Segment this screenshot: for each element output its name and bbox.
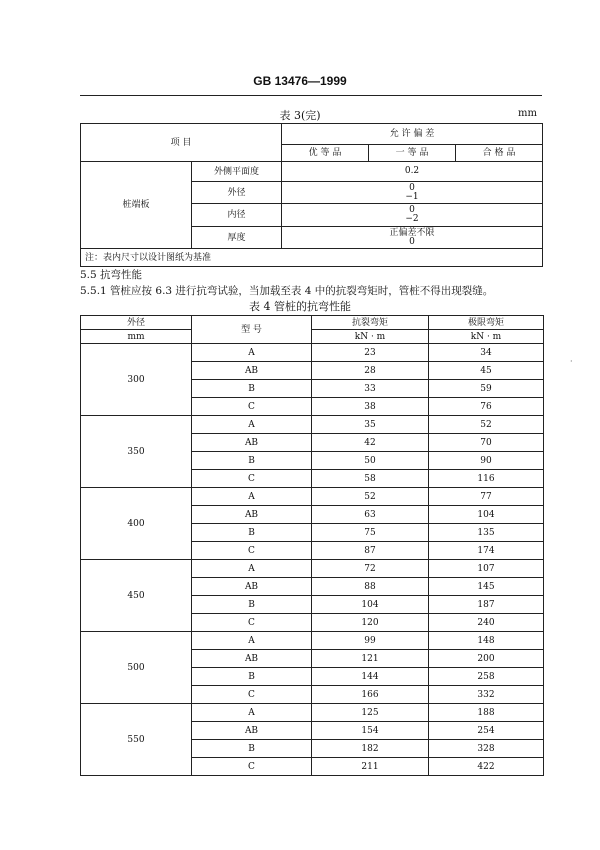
table3-tolerances [80,123,543,267]
diameter-cell: 550 [81,704,192,776]
table3-value-line: −2 [405,214,419,224]
ultimate-moment-cell: 116 [429,470,544,488]
ultimate-moment-cell: 76 [429,398,544,416]
table3-value-line: 0 [409,205,415,215]
type-cell: AB [192,434,312,452]
type-cell: A [192,344,312,362]
crack-moment-cell: 58 [312,470,429,488]
type-cell: B [192,452,312,470]
type-cell: AB [192,722,312,740]
crack-moment-cell: 63 [312,506,429,524]
table3-value-line: 正偏差不限 [389,227,435,238]
crack-moment-cell: 88 [312,578,429,596]
table4-crack-header: 抗裂弯矩 [312,316,429,330]
crack-moment-cell: 125 [312,704,429,722]
type-cell: AB [192,578,312,596]
crack-moment-cell: 38 [312,398,429,416]
table3-tolerance-header: 允 许 偏 差 [282,124,543,145]
crack-moment-cell: 166 [312,686,429,704]
ultimate-moment-cell: 148 [429,632,544,650]
type-cell: B [192,668,312,686]
crack-moment-cell: 182 [312,740,429,758]
crack-moment-cell: 28 [312,362,429,380]
ultimate-moment-cell: 422 [429,758,544,776]
table4-diameter-header: 外径 [81,316,192,330]
table4-crack-unit: kN · m [312,330,429,344]
diameter-cell: 500 [81,632,192,704]
crack-moment-cell: 23 [312,344,429,362]
table3-value-line: −1 [405,191,419,202]
section-heading: 5.5 抗弯性能 [80,269,143,281]
ultimate-moment-cell: 145 [429,578,544,596]
ultimate-moment-cell: 258 [429,668,544,686]
type-cell: AB [192,650,312,668]
crack-moment-cell: 87 [312,542,429,560]
ultimate-moment-cell: 45 [429,362,544,380]
type-cell: A [192,632,312,650]
table3-row-label: 外侧平面度 [192,162,282,182]
type-cell: A [192,560,312,578]
ultimate-moment-cell: 332 [429,686,544,704]
crack-moment-cell: 33 [312,380,429,398]
table3-unit: mm [518,108,537,119]
table-row [81,632,544,650]
diameter-cell: 400 [81,488,192,560]
header-rule [80,95,542,96]
standard-code-header: GB 13476—1999 [253,74,347,88]
table3-title: 表 3(完) [279,109,321,122]
type-cell: C [192,470,312,488]
table4-diameter-unit: mm [81,330,192,344]
ultimate-moment-cell: 328 [429,740,544,758]
ultimate-moment-cell: 254 [429,722,544,740]
diameter-cell: 350 [81,416,192,488]
crack-moment-cell: 99 [312,632,429,650]
ultimate-moment-cell: 90 [429,452,544,470]
diameter-cell: 300 [81,344,192,416]
ultimate-moment-cell: 77 [429,488,544,506]
table4-bending-performance [80,315,544,776]
type-cell: A [192,488,312,506]
table3-row-label: 厚度 [192,227,282,249]
table3-value-line: 0 [409,236,415,247]
crack-moment-cell: 120 [312,614,429,632]
crack-moment-cell: 72 [312,560,429,578]
ultimate-moment-cell: 200 [429,650,544,668]
ultimate-moment-cell: 187 [429,596,544,614]
table-row [81,488,544,506]
table3-row-label: 内径 [192,204,282,227]
crack-moment-cell: 50 [312,452,429,470]
type-cell: B [192,740,312,758]
diameter-cell: 450 [81,560,192,632]
table-row [81,416,544,434]
type-cell: A [192,416,312,434]
table3-grade-header: 优 等 品 [282,145,369,162]
crack-moment-cell: 144 [312,668,429,686]
crack-moment-cell: 211 [312,758,429,776]
type-cell: B [192,596,312,614]
table3-note: 注：表内尺寸以设计图纸为基准 [81,249,543,267]
crack-moment-cell: 121 [312,650,429,668]
ultimate-moment-cell: 188 [429,704,544,722]
clause-text: 5.5.1 管桩应按 6.3 进行抗弯试验，当加载至表 4 中的抗裂弯矩时，管桩不得出现裂缝。 [80,285,494,297]
table3-group-label: 桩端板 [81,162,192,249]
ultimate-moment-cell: 59 [429,380,544,398]
table-row [81,560,544,578]
ultimate-moment-cell: 174 [429,542,544,560]
ultimate-moment-cell: 34 [429,344,544,362]
type-cell: B [192,380,312,398]
table-row [81,344,544,362]
crack-moment-cell: 104 [312,596,429,614]
table3-row-value [282,204,543,227]
table3-row-label: 外径 [192,182,282,204]
table3-row-value [282,162,543,182]
table-row [81,704,544,722]
table4-ultimate-unit: kN · m [429,330,544,344]
table3-value-line: 0.2 [404,166,420,176]
type-cell: AB [192,506,312,524]
table4-title: 表 4 管桩的抗弯性能 [249,300,351,313]
ultimate-moment-cell: 52 [429,416,544,434]
scan-speck: · [570,357,573,366]
ultimate-moment-cell: 70 [429,434,544,452]
type-cell: C [192,686,312,704]
table3-row-value [282,182,543,204]
crack-moment-cell: 52 [312,488,429,506]
type-cell: C [192,398,312,416]
type-cell: A [192,704,312,722]
type-cell: C [192,758,312,776]
table3-row-value [282,227,543,249]
ultimate-moment-cell: 240 [429,614,544,632]
crack-moment-cell: 35 [312,416,429,434]
table3-grade-header: 一 等 品 [369,145,456,162]
table4-type-header: 型 号 [192,316,312,344]
table3-value-line: 0 [409,182,415,193]
type-cell: B [192,524,312,542]
crack-moment-cell: 42 [312,434,429,452]
table4-ultimate-header: 极限弯矩 [429,316,544,330]
table3-grade-header: 合 格 品 [456,145,543,162]
crack-moment-cell: 75 [312,524,429,542]
type-cell: AB [192,362,312,380]
crack-moment-cell: 154 [312,722,429,740]
type-cell: C [192,542,312,560]
ultimate-moment-cell: 107 [429,560,544,578]
table3-item-header: 项 目 [81,124,282,162]
ultimate-moment-cell: 104 [429,506,544,524]
table4-body [81,344,544,776]
type-cell: C [192,614,312,632]
ultimate-moment-cell: 135 [429,524,544,542]
